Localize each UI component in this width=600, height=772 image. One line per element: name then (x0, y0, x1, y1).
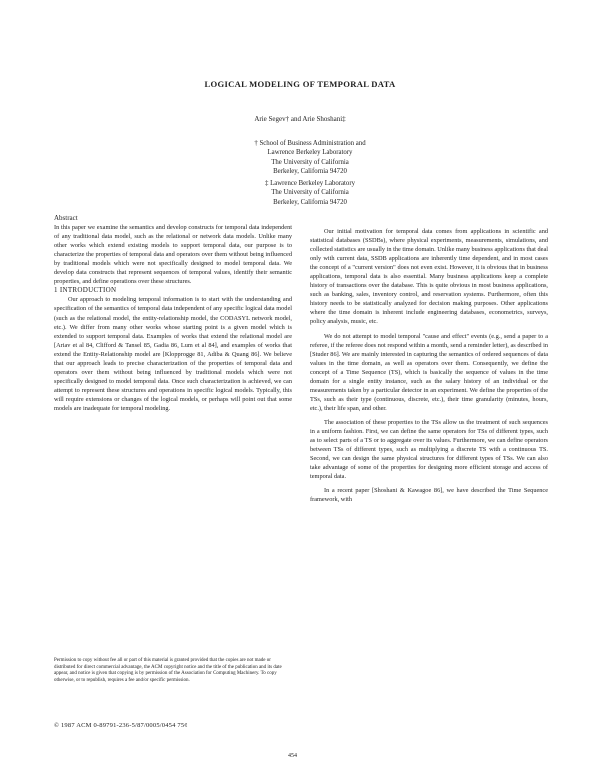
abstract-heading: Abstract (54, 214, 78, 222)
body-paragraph: Our initial motivation for temporal data comes from applications in scientific and statistical databases (SSDBs), where physical experiments, measurements, simulations, and collected statistics are usually in the time domain. Unlike many business applications that deal only with current data, SSDB applications are inherently time dependent, and in most cases the concept of a "current version" does not even exist. However, it is obvious that in business applications, temporal data is also essential. Many business applications keep a complete history of transactions over the database. This is quite obvious in most business applications, such as banking, sales, inventory control, and reservation systems. Furthermore, often this history needs to be statistically analyzed for decision making purposes. Other applications where the time domain is inherent include engineering databases, econometrics, surveys, policy analysis, music, etc. (310, 228, 548, 326)
affiliation-line: Lawrence Berkeley Laboratory (267, 149, 353, 157)
affiliation-line: Berkeley, California 94720 (273, 167, 347, 175)
abstract-text: In this paper we examine the semantics and develop constructs for temporal data independent of any traditional data model, such as the relational or network data models. Unlike many other works which extend existing models to support temporal data, our purpose is to characterize the properties of temporal data and operators over them without being influenced by traditional models which were not specifically designed to model temporal data. We develop data constructs that represent sequences of temporal values, identify their semantic properties, and define operations over these structures. (54, 224, 292, 286)
paper-title: LOGICAL MODELING OF TEMPORAL DATA (204, 79, 396, 89)
body-paragraph: The association of these properties to the TSs allow us the treatment of such sequences in a uniform fashion. First, we can define the same operators for TSs of different types, such as to select parts of a TS or to aggregate over its values. Furthermore, we can define operators between TSs of different types, such as multiplying a discrete TS with a continuous TS. Second, we can design the same physical structures for different types of TSs. We can also take advantage of some of the properties for designing more efficient storage and access of temporal data. (310, 418, 548, 481)
affiliation-line: The University of California (271, 158, 349, 166)
body-paragraph: We do not attempt to model temporal "cause and effect" events (e.g., send a paper to a referee, if the referee does not respond within a month, send a reminder letter), as described in [Studer 86]. We are mainly interested in capturing the semantics of ordered sequences of data values in the time domain, as well as operators over them. Consequently, we define the concept of a Time Sequence (TS), which is basically the sequence of values in the time domain for a single entity instance, such as the salary history of an individual or the measurements taken by a particular detector in an experiment. We define the properties of the TSs, such as their type (continuous, discrete, etc.), their time granularity (minutes, hours, etc.), their life span, and other. (310, 332, 548, 412)
affiliation-line: Berkeley, California 94720 (273, 198, 347, 206)
left-column (54, 214, 292, 413)
affiliation-block-2 (210, 179, 410, 207)
introduction-paragraph: Our approach to modeling temporal information is to start with the understanding and specification of the semantics of temporal data independent of any specific logical data model (such as the relational model, the entity-relationship model, the CODASYL network model, etc.). We differ from many other works whose starting point is a given model which is extended to support temporal data. Examples of works that extend the relational model are [Ariav et al 84, Clifford & Tansel 85, Gadia 86, Lum et al 84], and examples of works that extend the Entity-Relationship model are [Klopprogge 81, Adiba & Quang 86]. We believe that our approach leads to precise characterization of the properties of temporal data and operators over them without being influenced by traditional models which were not specifically designed to model temporal data. Once such characterization is achieved, we can attempt to represent these structures and operations in specific logical models. Typically, this will require extensions or changes of the logical models, or perhaps will point out that some models are inadequate for temporal modeling. (54, 296, 292, 412)
affiliation-line: ‡ Lawrence Berkeley Laboratory (264, 180, 355, 187)
affiliation-line: The University of California (271, 189, 349, 197)
affiliation-block-1 (210, 139, 410, 176)
permission-text: Permission to copy without fee all or part of this material is granted provided that the copies are not made or distributed for direct commercial advantage, the ACM copyright notice and the title of the publication and its date appear, and notice is given that copying is by permission of the Association for Computing Machinery. To copy otherwise, or to republish, requires a fee and/or specific permission. (54, 658, 282, 683)
right-column (310, 227, 548, 504)
author-line: Arie Segev† and Arie Shoshani‡ (254, 115, 346, 123)
body-paragraph: In a recent paper [Shoshani & Kawagoe 86], we have described the Time Sequence framework, with (310, 487, 548, 504)
copyright-line: © 1987 ACM 0-89791-236-5/87/0005/0454 75¢ (54, 722, 188, 729)
permission-notice (54, 658, 292, 684)
affiliation-line: † School of Business Administration and (254, 140, 366, 147)
page-number: 454 (288, 753, 297, 759)
section-heading-introduction: 1 INTRODUCTION (54, 286, 117, 295)
